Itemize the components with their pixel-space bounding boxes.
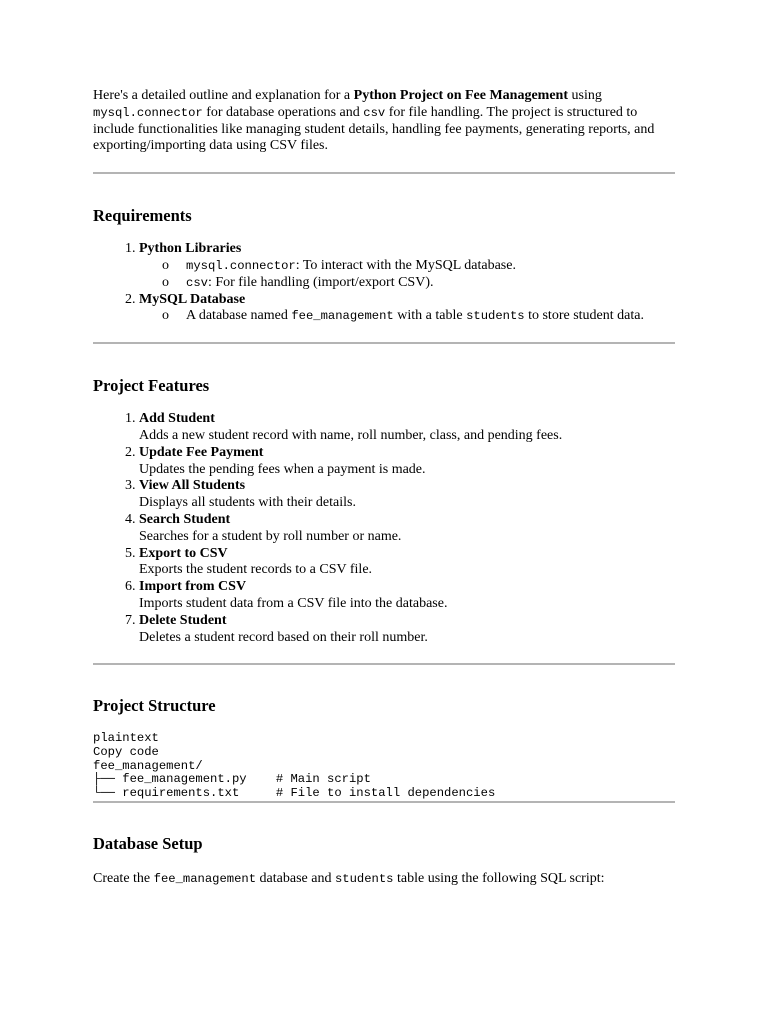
intro-text: for database operations and: [202, 104, 364, 120]
copy-code-label: Copy code: [93, 744, 159, 759]
database-paragraph: [93, 871, 675, 888]
feature-title: Update Fee Payment: [139, 444, 264, 460]
intro-paragraph: [93, 88, 675, 155]
requirement-title: Python Libraries: [139, 241, 242, 257]
intro-code-mysql-connector: mysql.connector: [93, 105, 203, 120]
divider: [93, 663, 675, 665]
code-students: students: [334, 872, 394, 887]
requirement-title: MySQL Database: [139, 291, 246, 307]
intro-project-title: Python Project on Fee Management: [353, 88, 568, 103]
code-language-label: plaintext: [93, 731, 159, 746]
feature-description: Exports the student records to a CSV file.: [139, 562, 373, 578]
list-item: [139, 478, 675, 512]
feature-title: Export to CSV: [139, 545, 228, 561]
intro-text: Here's a detailed outline and explanation for a: [93, 88, 354, 103]
sub-item-text: with a table: [393, 308, 467, 324]
feature-title: Import from CSV: [139, 579, 247, 595]
document-page: [93, 88, 675, 888]
feature-title: View All Students: [139, 478, 246, 494]
sub-item-text: : For file handling (import/export CSV).: [207, 274, 434, 290]
list-item: [139, 292, 675, 326]
feature-description: Deletes a student record based on their roll number.: [139, 629, 428, 645]
sub-list-item: [186, 275, 675, 292]
sub-list-item: [186, 308, 675, 325]
list-item: [139, 613, 675, 647]
feature-title: Add Student: [139, 411, 215, 427]
requirements-heading: Requirements: [93, 206, 192, 226]
code-csv: csv: [186, 275, 208, 290]
feature-description: Updates the pending fees when a payment is made.: [139, 461, 426, 477]
intro-text: for file handling. The project is structured to include functionalities like managing student details, handling fee payments, generating reports, and exporting/importing data using CSV files.: [93, 104, 655, 154]
structure-heading: Project Structure: [93, 696, 216, 716]
divider: [93, 172, 675, 174]
code-line: ├── fee_management.py # Main script: [93, 772, 371, 787]
requirements-list: [93, 241, 675, 325]
feature-title: Search Student: [139, 511, 231, 527]
sub-item-text: : To interact with the MySQL database.: [295, 257, 516, 273]
list-item: [139, 445, 675, 479]
code-students: students: [466, 309, 525, 324]
divider: [93, 801, 675, 803]
intro-code-csv: csv: [363, 105, 386, 120]
code-mysql-connector: mysql.connector: [186, 258, 296, 273]
code-fee-management: fee_management: [153, 872, 257, 887]
feature-description: Adds a new student record with name, roll number, class, and pending fees.: [139, 427, 563, 443]
divider: [93, 342, 675, 344]
list-item: [139, 579, 675, 613]
database-text: Create the: [93, 871, 154, 887]
features-list: [93, 411, 675, 646]
sub-item-text: to store student data.: [524, 308, 644, 324]
list-item: [139, 411, 675, 445]
feature-description: Imports student data from a CSV file into the database.: [139, 595, 448, 611]
feature-description: Searches for a student by roll number or name.: [139, 528, 402, 544]
database-text: database and: [256, 871, 335, 887]
feature-title: Delete Student: [139, 612, 227, 628]
sub-item-text: A database named: [186, 308, 292, 324]
sub-list: [139, 308, 675, 325]
list-item: [139, 512, 675, 546]
features-heading: Project Features: [93, 376, 210, 396]
list-item: [139, 241, 675, 291]
sub-list-item: [186, 258, 675, 275]
feature-description: Displays all students with their details.: [139, 495, 356, 511]
code-fee-management: fee_management: [291, 309, 394, 324]
code-line: fee_management/: [93, 758, 203, 773]
structure-code-block: [93, 732, 675, 800]
sub-list: [139, 258, 675, 292]
database-heading: Database Setup: [93, 834, 203, 854]
code-line: └── requirements.txt # File to install dependencies: [93, 785, 496, 800]
intro-text: using: [568, 88, 602, 103]
list-item: [139, 546, 675, 580]
database-text: table using the following SQL script:: [393, 871, 605, 887]
